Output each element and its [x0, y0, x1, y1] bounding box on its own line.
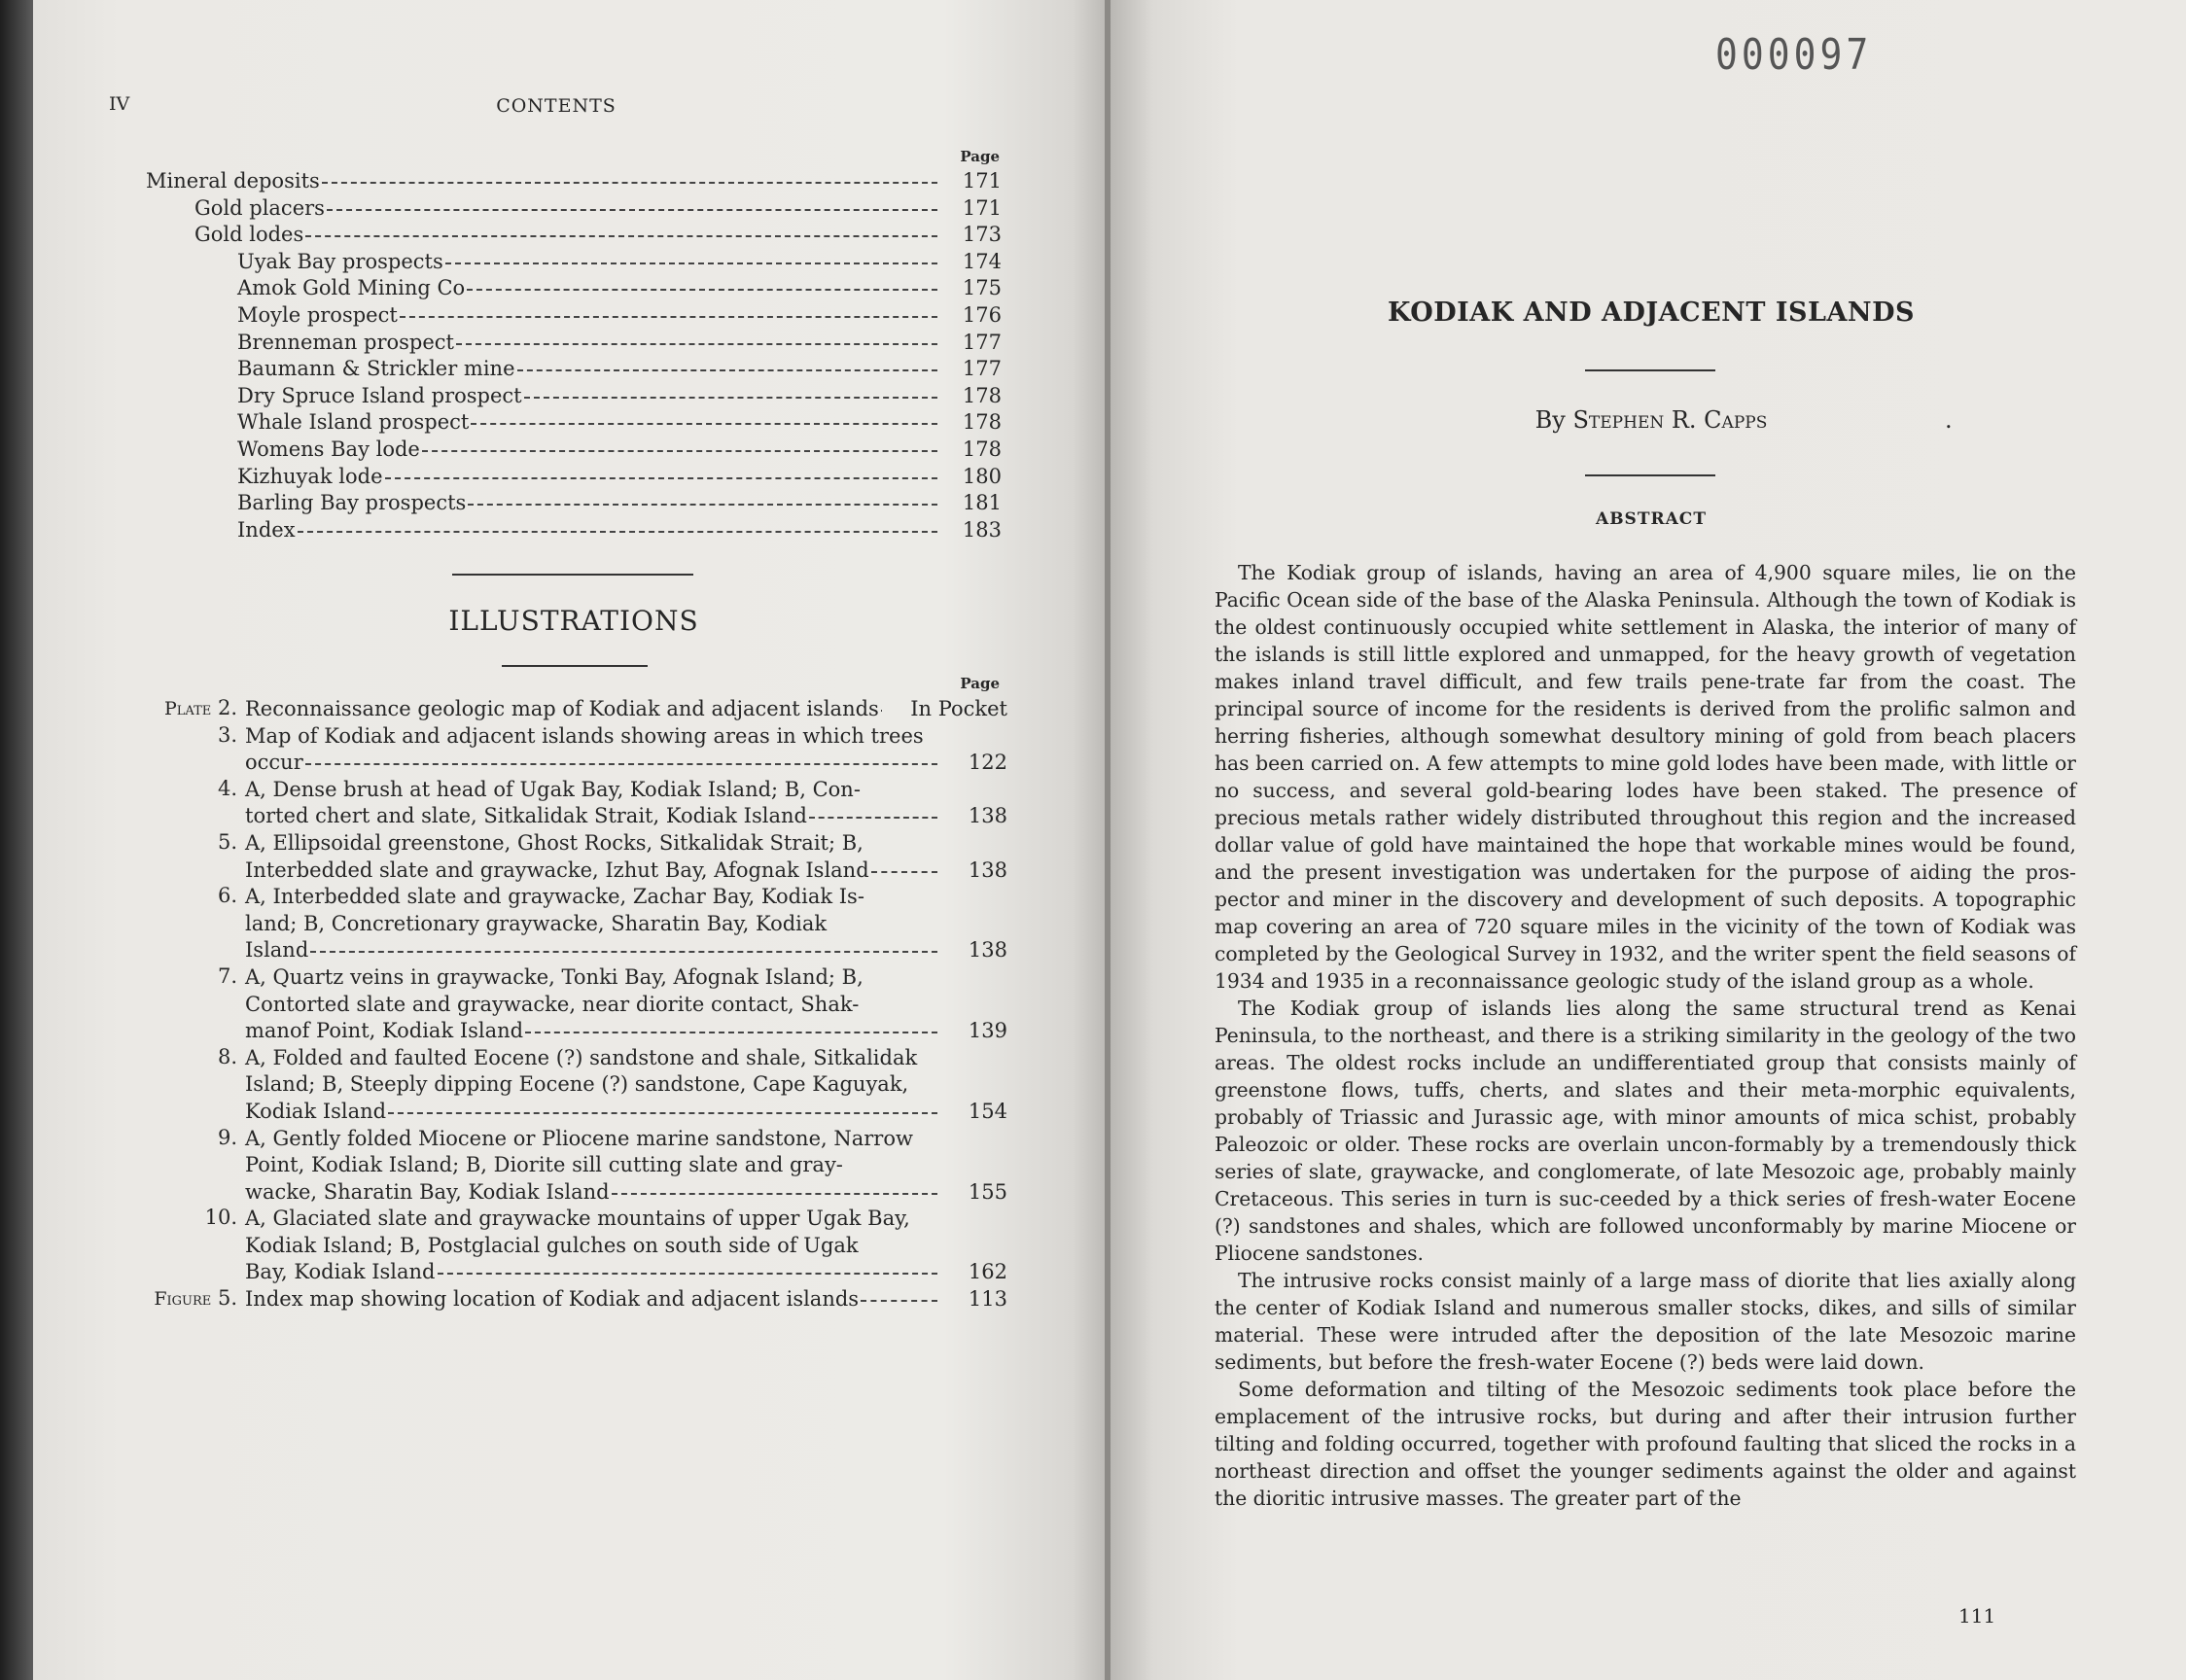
illustration-page: 155: [968, 1179, 1007, 1204]
toc-entry: [146, 303, 1002, 331]
illustration-entry: [136, 1126, 1007, 1207]
divider-rule: [452, 574, 693, 576]
illustration-entry: [136, 723, 1007, 777]
toc-entry: [146, 331, 1002, 358]
toc-entry-label: Baumann & Strickler mine: [237, 357, 515, 381]
right-page-number: 111: [1958, 1604, 1996, 1628]
illustration-number: [136, 1206, 237, 1229]
illustration-caption-text: occur: [245, 751, 303, 775]
toc-entry-label: Kizhuyak lode: [237, 464, 383, 488]
illustration-caption-line: Point, Kodiak Island; B, Diorite sill cutting slate and gray-: [245, 1153, 843, 1177]
toc-entry-page: 177: [962, 357, 1002, 381]
toc-entry-label: Dry Spruce Island prospect: [237, 383, 522, 407]
toc-entry: [146, 518, 1002, 545]
illustration-num: 9.: [217, 1125, 237, 1149]
illustration-caption-last: [245, 1179, 1007, 1207]
leader-dots: [468, 504, 937, 506]
byline-by: By: [1534, 406, 1566, 434]
illustration-caption-line: A, Interbedded slate and graywacke, Zachar Bay, Kodiak Is-: [245, 885, 864, 909]
leader-dots: [871, 871, 937, 873]
toc-entry: [146, 491, 1002, 518]
illustration-caption-text: Bay, Kodiak Island: [245, 1260, 436, 1284]
illustration-caption-text: torted chert and slate, Sitkalidak Strait, Kodiak Island: [245, 804, 807, 828]
toc-entry: [146, 357, 1002, 384]
illustration-entry: [136, 884, 1007, 964]
illustration-prefix: Figure: [154, 1288, 212, 1311]
illustration-page: 122: [968, 751, 1007, 775]
illustrations-heading: ILLUSTRATIONS: [448, 605, 699, 637]
toc-entry-page: 181: [962, 491, 1002, 515]
divider-rule-short: [502, 665, 648, 667]
toc-entry-label: Index: [237, 517, 296, 542]
illustration-entry: [136, 1206, 1007, 1286]
toc-entry-page: 176: [962, 302, 1002, 327]
toc-entry-label: Gold lodes: [194, 223, 304, 247]
illustration-page: 113: [968, 1287, 1007, 1312]
illustration-number: [136, 696, 237, 719]
illustration-page: In Pocket: [910, 697, 1007, 720]
illustration-number: [136, 777, 237, 800]
leader-dots: [445, 262, 937, 264]
illustration-number: [136, 830, 237, 854]
illustration-caption-line: Island; B, Steeply dipping Eocene (?) sandstone, Cape Kaguyak,: [245, 1072, 909, 1097]
illustration-caption-text: wacke, Sharatin Bay, Kodiak Island: [245, 1179, 610, 1204]
illustration-caption-line: A, Glaciated slate and graywacke mountains of upper Ugak Bay,: [245, 1207, 910, 1231]
toc-entry: [146, 250, 1002, 277]
leader-dots: [438, 1273, 937, 1275]
leader-dots: [305, 763, 937, 765]
toc-entry: [146, 223, 1002, 250]
leader-dots: [400, 316, 937, 318]
illustration-page: 154: [968, 1099, 1007, 1123]
abstract-paragraph: The Kodiak group of islands, having an area of 4,900 square miles, lie on the Pacific Ocean side of the base of the Alaska Peninsula. Although the town of Kodiak is the oldest continuously occupied white settlement in Alaska, the interior of many of the islands is still little explored and unmapped, for the heavy growth of vegetation makes inland travel difficult, and few trails pene-trate far from the coast. The principal source of income for the residents is derived from the prolific salmon and herring fisheries, although somewhat desultory mining of gold from beach placers has been carried on. A few attempts to mine gold lodes have been made, with little or no success, and several gold-bearing lodes have been staked. The presence of precious metals rather widely distributed throughout this region and the increased dollar value of gold have maintained the hope that workable mines would be found, and the present investigation was undertaken for the purpose of aiding the pros-pector and miner in the discovery and development of such deposits. A topographic map covering an area of 720 square miles in the vicinity of the town of Kodiak was completed by the Geological Survey in 1932, and the writer spent the field seasons of 1934 and 1935 in a reconnaissance geologic study of the island group as a whole.: [1215, 561, 2076, 993]
toc-entry-label: Uyak Bay prospects: [237, 249, 443, 273]
illustration-page: 162: [968, 1260, 1007, 1284]
leader-dots: [809, 817, 937, 819]
table-of-contents: [146, 148, 1002, 544]
illustration-number: [136, 1286, 237, 1310]
illustration-prefix: Plate: [164, 698, 212, 719]
toc-entry-label: Whale Island prospect: [237, 410, 470, 435]
leader-dots: [388, 1112, 937, 1114]
illustration-entry: [136, 777, 1007, 830]
illustration-caption-last: [245, 750, 1007, 777]
illustration-entry: [136, 1045, 1007, 1126]
toc-entry-page: 178: [962, 437, 1002, 461]
illustration-caption-line: A, Quartz veins in graywacke, Tonki Bay, Afognak Island; B,: [245, 964, 864, 989]
illustration-num: 5.: [217, 1286, 237, 1311]
illustration-num: 2.: [217, 696, 237, 719]
leader-dots: [517, 369, 937, 371]
toc-entry-label: Barling Bay prospects: [237, 491, 467, 515]
illustration-number: [136, 964, 237, 988]
illustration-num: 6.: [217, 884, 237, 908]
illustration-caption-last: [245, 858, 1007, 885]
toc-entry: [146, 384, 1002, 411]
toc-entry-page: 171: [962, 195, 1002, 220]
illustration-caption-text: Interbedded slate and graywacke, Izhut Bay, Afognak Island: [245, 858, 869, 882]
illustrations-page-label: Page: [960, 675, 1000, 692]
toc-entry-label: Moyle prospect: [237, 302, 398, 327]
abstract-paragraph: Some deformation and tilting of the Mesozoic sediments took place before the emplacement of the intrusive rocks, but during and after their intrusion further tilting and folding occurred, together with profound faulting that sliced the rocks in a northeast direction and offset the younger sediments against the older and against the dioritic intrusive masses. The greater part of the: [1215, 1378, 2076, 1510]
illustration-num: 3.: [217, 722, 237, 747]
leader-dots: [422, 450, 937, 452]
leader-dots: [612, 1193, 937, 1195]
illustration-caption-last: [245, 1099, 1007, 1126]
illustration-caption-line: A, Gently folded Miocene or Pliocene marine sandstone, Narrow: [245, 1126, 913, 1150]
toc-entry-page: 178: [962, 383, 1002, 407]
abstract-heading: ABSTRACT: [1596, 509, 1707, 529]
toc-entry: [146, 196, 1002, 224]
toc-entry-page: 183: [962, 517, 1002, 542]
title-rule: [1585, 369, 1715, 371]
illustration-num: 5.: [217, 829, 237, 854]
leader-dots: [524, 397, 937, 399]
illustration-caption-last: [245, 1259, 1007, 1286]
toc-entry: [146, 410, 1002, 438]
illustration-caption-text: Reconnaissance geologic map of Kodiak and adjacent islands: [245, 697, 879, 720]
book-edge: [0, 0, 33, 1680]
toc-entry: [146, 465, 1002, 492]
left-page-number: IV: [109, 93, 130, 115]
illustration-entry: [136, 964, 1007, 1045]
illustration-caption-last: [245, 696, 1007, 723]
leader-dots: [310, 951, 937, 953]
illustration-caption-line: A, Dense brush at head of Ugak Bay, Kodiak Island; B, Con-: [245, 777, 861, 801]
illustration-number: [136, 723, 237, 747]
illustration-caption-line: A, Folded and faulted Eocene (?) sandstone and shale, Sitkalidak: [245, 1045, 918, 1069]
illustration-caption-line: Map of Kodiak and adjacent islands showing areas in which trees: [245, 723, 924, 748]
illustration-num: 8.: [217, 1044, 237, 1068]
article-title: KODIAK AND ADJACENT ISLANDS: [1387, 298, 1916, 328]
toc-entry-label: Amok Gold Mining Co: [237, 276, 466, 300]
contents-heading: CONTENTS: [496, 95, 617, 117]
toc-entry-page: 180: [962, 464, 1002, 488]
document-stamp: 000097: [1715, 29, 1873, 80]
toc-entry-label: Womens Bay lode: [237, 437, 420, 461]
abstract-body: [1215, 559, 2076, 1512]
byline: [1214, 406, 2089, 434]
toc-entry: [146, 276, 1002, 303]
illustration-entry: [136, 1286, 1007, 1313]
illustration-page: 138: [968, 938, 1007, 962]
toc-entry-page: 171: [962, 169, 1002, 192]
illustration-caption-line: Contorted slate and graywacke, near diorite contact, Shak-: [245, 992, 860, 1016]
illustration-caption-text: Kodiak Island: [245, 1099, 387, 1123]
toc-entry-label: Brenneman prospect: [237, 330, 454, 354]
leader-dots: [327, 209, 937, 211]
abstract-paragraph: The Kodiak group of islands lies along the same structural trend as Kenai Peninsula, to the northeast, and there is a striking similarity in the geology of the two areas. The oldest rocks include an undifferentiated group that consists mainly of greenstone flows, tuffs, cherts, and slates and their meta-morphic equivalents, probably of Triassic and Jurassic age, with minor amounts of mica schist, probably Paleozoic or older. These rocks are overlain uncon-formably by a tremendously thick series of slate, graywacke, and conglomerate, of late Mesozoic age, probably mainly Cretaceous. This series in turn is suc-ceeded by a thick series of fresh-water Eocene (?) sandstones and shales, which are followed unconformably by marine Miocene or Pliocene sandstones.: [1215, 997, 2076, 1265]
leader-dots: [298, 531, 937, 533]
illustration-caption-line: land; B, Concretionary graywacke, Sharatin Bay, Kodiak: [245, 911, 828, 935]
illustration-number: [136, 884, 237, 907]
leader-dots: [456, 343, 937, 345]
illustration-entry: [136, 830, 1007, 884]
illustration-num: 7.: [217, 963, 237, 988]
illustration-page: 139: [968, 1019, 1007, 1043]
byline-dot: .: [1945, 406, 1953, 434]
toc-entry: [146, 438, 1002, 465]
leader-dots: [525, 1032, 937, 1033]
left-running-head: [109, 93, 1033, 122]
illustration-entry: [136, 696, 1007, 723]
toc-entry: [146, 169, 1002, 196]
illustration-caption-last: [245, 937, 1007, 964]
illustration-caption-last: [245, 803, 1007, 830]
illustration-page: 138: [968, 858, 1007, 882]
illustration-number: [136, 1045, 237, 1068]
abstract-paragraph: The intrusive rocks consist mainly of a large mass of diorite that lies axially along the center of Kodiak Island and numerous smaller stocks, dikes, and sills of similar material. These were intruded after the deposition of the late Mesozoic marine sediments, but before the fresh-water Eocene (?) beds were laid down.: [1215, 1269, 2076, 1374]
illustration-caption-last: [245, 1286, 1007, 1313]
illustration-caption-last: [245, 1018, 1007, 1045]
illustration-caption-text: Index map showing location of Kodiak and adjacent islands: [245, 1287, 860, 1312]
illustration-num: 10.: [204, 1206, 237, 1230]
leader-dots: [467, 289, 937, 291]
illustration-number: [136, 1126, 237, 1149]
toc-entry-label: Mineral deposits: [146, 169, 320, 192]
illustration-page: 138: [968, 804, 1007, 828]
toc-entry-page: 173: [962, 223, 1002, 247]
leader-dots: [471, 423, 937, 425]
leader-dots: [861, 1300, 937, 1302]
toc-entry-label: Gold placers: [194, 195, 325, 220]
leader-dots: [385, 477, 937, 479]
illustration-num: 4.: [217, 776, 237, 800]
illustration-caption-line: Kodiak Island; B, Postglacial gulches on south side of Ugak: [245, 1233, 859, 1257]
illustration-caption-text: manof Point, Kodiak Island: [245, 1019, 524, 1043]
toc-entry-page: 175: [962, 276, 1002, 300]
illustration-caption-line: A, Ellipsoidal greenstone, Ghost Rocks, Sitkalidak Strait; B,: [245, 830, 864, 855]
byline-rule: [1585, 474, 1715, 476]
leader-dots: [322, 182, 937, 184]
illustration-caption-text: Island: [245, 938, 309, 962]
toc-page-label: Page: [960, 148, 1000, 165]
toc-entry-page: 177: [962, 330, 1002, 354]
illustrations-list: [136, 675, 1007, 1313]
toc-entry-page: 174: [962, 249, 1002, 273]
leader-dots: [305, 235, 937, 237]
author-name: Stephen R. Capps: [1572, 406, 1768, 434]
toc-entry-page: 178: [962, 410, 1002, 435]
